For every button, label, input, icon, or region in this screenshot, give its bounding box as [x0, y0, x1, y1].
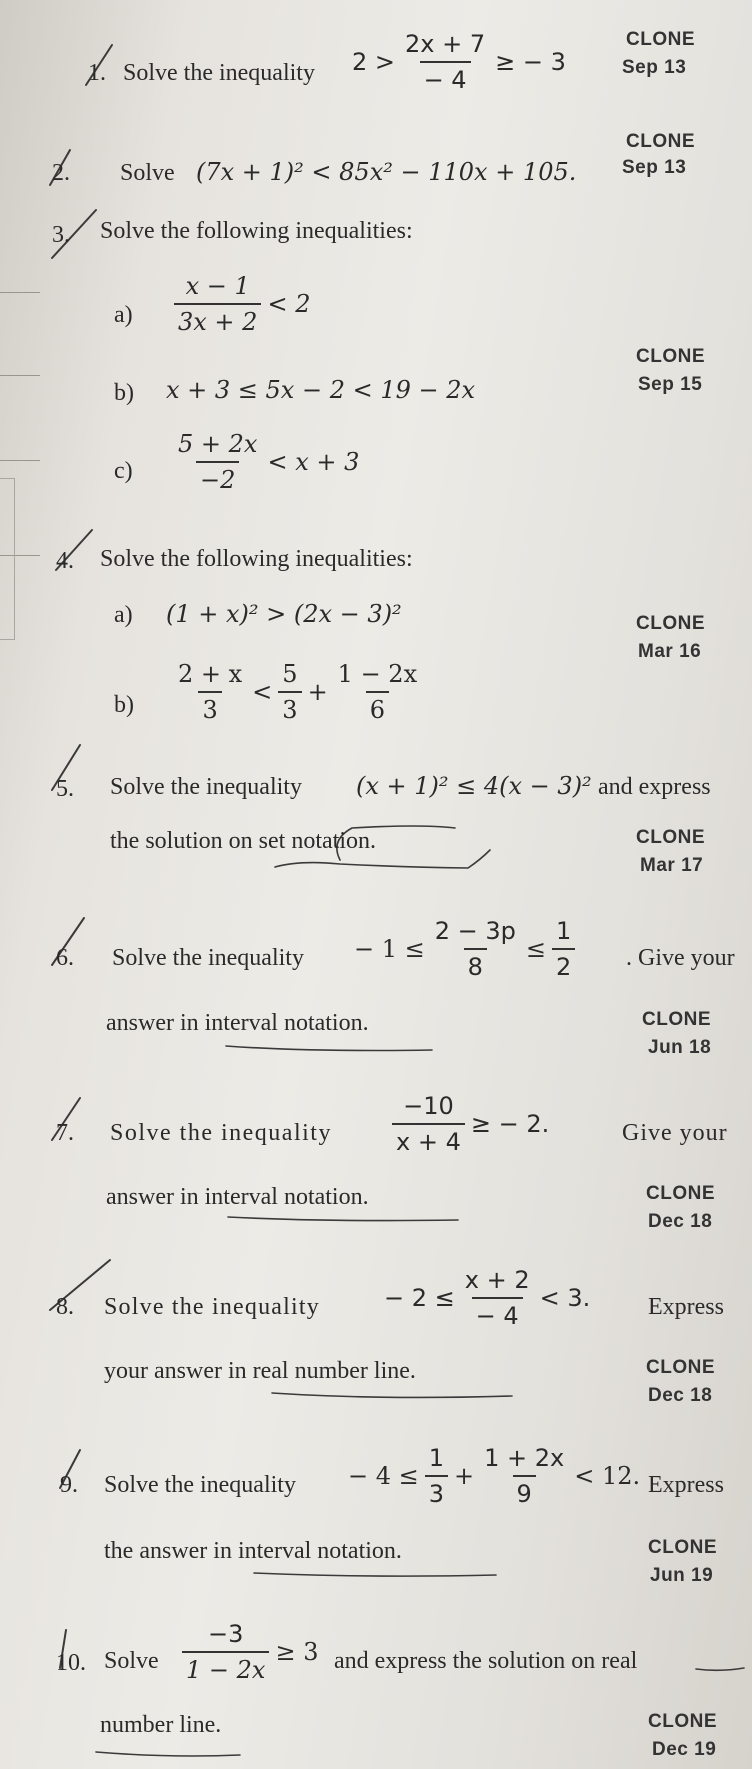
question-9-math — [348, 1444, 640, 1508]
fraction-denominator: − 4 — [420, 61, 471, 94]
math-rhs: ≥ 3 — [275, 1638, 319, 1666]
question-3c-math — [168, 430, 359, 494]
question-10-text: Solve — [104, 1648, 159, 1674]
clone-date: Sep 13 — [622, 157, 687, 178]
fraction — [334, 660, 421, 724]
fraction-numerator: 1 — [428, 1444, 445, 1472]
fraction-numerator: −10 — [403, 1092, 454, 1120]
fraction-denominator: 3 — [425, 1475, 448, 1508]
question-7-math — [386, 1092, 549, 1156]
math-lhs: 2 > — [352, 48, 396, 76]
question-9-text: Solve the inequality — [104, 1472, 296, 1498]
margin-rule — [0, 460, 40, 461]
question-2-math: (7x + 1)² < 85x² − 110x + 105. — [196, 158, 577, 186]
question-3-text: Solve the following inequalities: — [100, 218, 413, 244]
clone-tag: CLONE — [636, 827, 705, 848]
fraction-numerator: 1 — [556, 917, 572, 945]
question-1-number: 1. — [88, 60, 106, 86]
question-8-number: 8. — [56, 1294, 74, 1320]
clone-date: Jun 19 — [650, 1565, 714, 1586]
math-lhs: − 1 ≤ — [354, 935, 425, 963]
clone-date: Dec 19 — [652, 1739, 717, 1760]
clone-date: Mar 17 — [640, 855, 704, 876]
math-operator: < — [252, 678, 273, 706]
clone-tag: CLONE — [646, 1357, 715, 1378]
question-2-number: 2. — [52, 160, 70, 186]
clone-tag: CLONE — [626, 29, 695, 50]
question-10-line2: number line. — [100, 1712, 222, 1738]
question-2-text: Solve — [120, 160, 175, 186]
clone-date: Mar 16 — [638, 641, 702, 662]
fraction — [431, 917, 520, 981]
fraction-denominator: x + 4 — [392, 1123, 465, 1156]
question-6-text: Solve the inequality — [112, 945, 304, 971]
fraction-numerator: 2 − 3p — [434, 917, 516, 945]
question-6-line2: answer in interval notation. — [106, 1010, 369, 1036]
fraction-numerator: −3 — [208, 1620, 244, 1648]
fraction-denominator: 3 — [198, 691, 221, 724]
part-c-label: c) — [114, 458, 133, 484]
clone-tag: CLONE — [646, 1183, 715, 1204]
clone-tag: CLONE — [636, 613, 705, 634]
fraction — [182, 1620, 269, 1684]
math-rhs: ≥ − 2. — [470, 1110, 550, 1138]
margin-rule — [0, 292, 40, 293]
math-operator: ≤ — [525, 935, 546, 963]
fraction — [552, 917, 575, 981]
fraction-denominator: 9 — [513, 1475, 536, 1508]
question-9-text-end: Express — [648, 1472, 724, 1498]
question-4-number: 4. — [56, 548, 74, 574]
clone-tag: CLONE — [642, 1009, 711, 1030]
question-8-math — [384, 1266, 590, 1330]
fraction — [174, 430, 261, 494]
question-5-number: 5. — [56, 776, 74, 802]
question-4a-math: (1 + x)² > (2x − 3)² — [166, 600, 402, 628]
question-10-text-end: and express the solution on real — [334, 1648, 638, 1674]
fraction-denominator: 8 — [464, 948, 487, 981]
clone-tag: CLONE — [648, 1537, 717, 1558]
question-9-number: 9. — [60, 1472, 78, 1498]
clone-date: Sep 13 — [622, 57, 687, 78]
margin-rule — [0, 375, 40, 376]
question-5-math: (x + 1)² ≤ 4(x − 3)² — [356, 772, 592, 800]
question-8-text: Solve the inequality — [104, 1294, 320, 1320]
question-6-text-end: . Give your — [626, 945, 735, 971]
question-8-text-end: Express — [648, 1294, 724, 1320]
clone-date: Dec 18 — [648, 1211, 713, 1232]
fraction-denominator: 3 — [278, 691, 301, 724]
part-b-label: b) — [114, 380, 134, 406]
question-6-math — [354, 917, 581, 981]
question-5-text-end: and express — [598, 774, 711, 800]
clone-date: Dec 18 — [648, 1385, 713, 1406]
fraction-denominator: −2 — [196, 461, 239, 494]
fraction — [278, 660, 301, 724]
fraction-denominator: 2 — [552, 948, 575, 981]
fraction-numerator: 5 + 2x — [178, 430, 258, 458]
question-7-text-end: Give your — [622, 1120, 728, 1146]
math-rhs: < 12. — [574, 1462, 641, 1490]
question-7-number: 7. — [56, 1120, 74, 1146]
question-1-text: Solve the inequality — [123, 60, 315, 86]
fraction-denominator: 3x + 2 — [174, 303, 261, 336]
question-3-number: 3. — [52, 222, 70, 248]
fraction-denominator: 6 — [366, 691, 389, 724]
clone-tag: CLONE — [648, 1711, 717, 1732]
clone-date: Jun 18 — [648, 1037, 712, 1058]
question-10-number: 10. — [56, 1650, 86, 1676]
fraction — [480, 1444, 568, 1508]
fraction-numerator: 1 − 2x — [337, 660, 418, 688]
math-lhs: − 2 ≤ — [384, 1284, 455, 1312]
fraction — [174, 660, 246, 724]
math-rhs: < x + 3 — [267, 448, 360, 476]
math-rhs: < 2 — [267, 290, 311, 318]
question-3b-math: x + 3 ≤ 5x − 2 < 19 − 2x — [166, 376, 476, 404]
math-rhs: ≥ − 3 — [495, 48, 566, 76]
question-6-number: 6. — [56, 945, 74, 971]
fraction-denominator: 1 − 2x — [182, 1651, 269, 1684]
math-operator: + — [307, 678, 328, 706]
question-3a-math — [168, 272, 310, 336]
fraction-denominator: − 4 — [472, 1297, 523, 1330]
question-7-text: Solve the inequality — [110, 1120, 332, 1146]
part-a-label: a) — [114, 602, 133, 628]
question-4b-math — [168, 660, 427, 724]
fraction — [461, 1266, 534, 1330]
fraction-numerator: 1 + 2x — [484, 1444, 565, 1472]
question-10-math — [176, 1620, 318, 1684]
question-4-text: Solve the following inequalities: — [100, 546, 413, 572]
clone-date: Sep 15 — [638, 374, 703, 395]
fraction — [392, 1092, 465, 1156]
question-9-line2: the answer in interval notation. — [104, 1538, 402, 1564]
question-7-line2: answer in interval notation. — [106, 1184, 369, 1210]
fraction — [174, 272, 261, 336]
fraction — [401, 30, 489, 94]
fraction-numerator: 5 — [282, 660, 298, 688]
fraction-numerator: x − 1 — [185, 272, 250, 300]
question-1-math — [352, 30, 566, 94]
fraction-numerator: 2x + 7 — [405, 30, 486, 58]
part-b-label: b) — [114, 692, 134, 718]
question-5-line2: the solution on set notation. — [110, 828, 376, 854]
fraction — [425, 1444, 448, 1508]
math-lhs: − 4 ≤ — [348, 1462, 419, 1490]
question-8-line2: your answer in real number line. — [104, 1358, 416, 1384]
margin-box — [0, 478, 15, 640]
math-operator: + — [454, 1462, 475, 1490]
clone-tag: CLONE — [626, 131, 695, 152]
question-5-text: Solve the inequality — [110, 774, 302, 800]
math-rhs: < 3. — [539, 1284, 591, 1312]
clone-tag: CLONE — [636, 346, 705, 367]
fraction-numerator: x + 2 — [464, 1266, 530, 1294]
part-a-label: a) — [114, 302, 133, 328]
fraction-numerator: 2 + x — [178, 660, 243, 688]
